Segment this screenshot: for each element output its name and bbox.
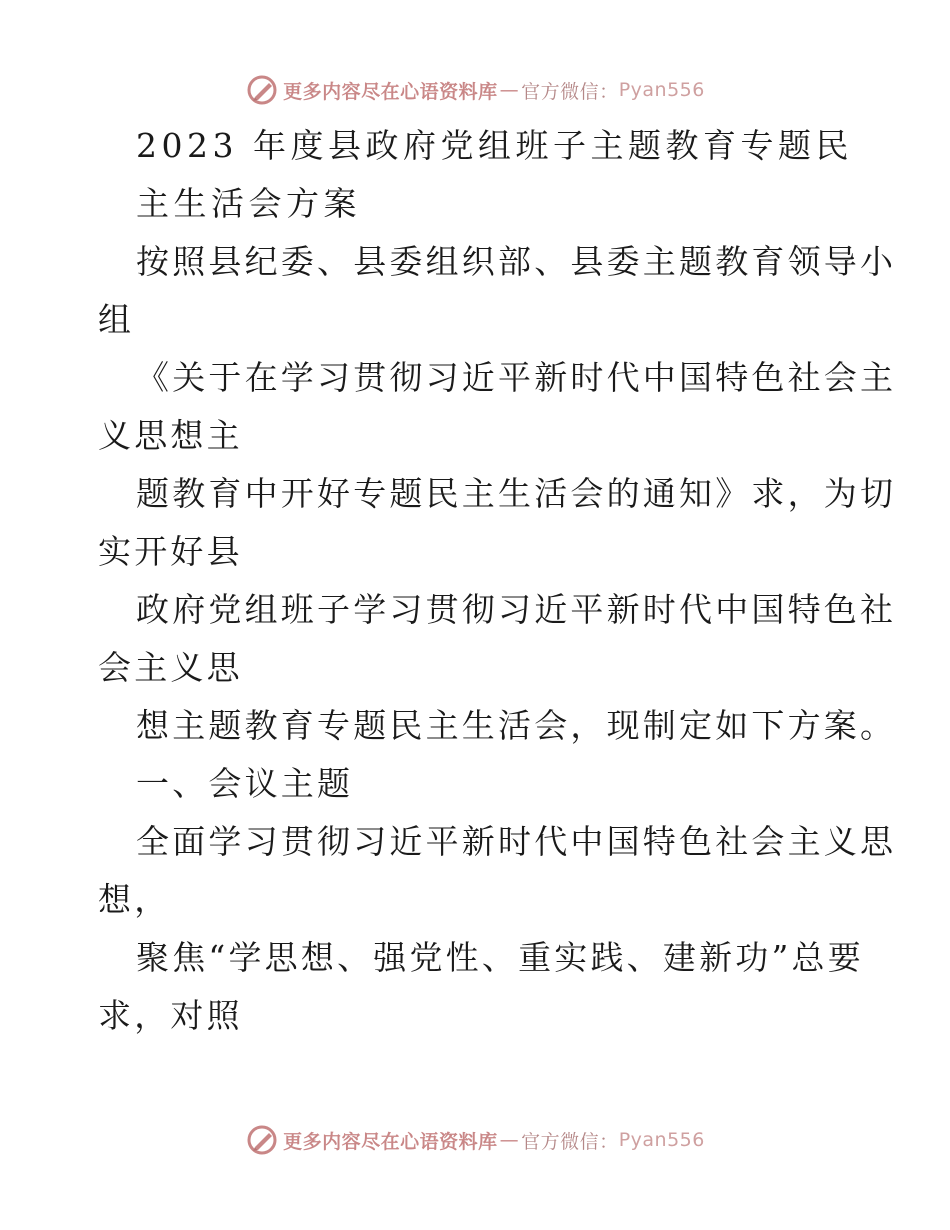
watermark-wechat-id: Pyan556 [618,79,705,101]
doc-line: 求，对照 [98,996,243,1035]
doc-line: 实开好县 [98,532,243,571]
doc-line: 组 [98,300,135,339]
doc-line: 义思想主 [98,416,243,455]
doc-line: 聚焦“学思想、强党性、重实践、建新功”总要 [136,938,864,977]
doc-line: 会主义思 [98,648,243,687]
watermark-label: 官方微信： [521,1130,619,1153]
doc-line: 想， [98,880,171,919]
watermark-wechat-id: Pyan556 [618,1129,705,1151]
watermark-footer [0,1120,950,1160]
doc-line: 政府党组班子学习贯彻习近平新时代中国特色社 [136,590,897,629]
watermark-site: 更多内容尽在心语资料库 [283,80,498,103]
watermark-site: 更多内容尽在心语资料库 [283,1130,498,1153]
pen-logo-icon [245,1123,279,1157]
section-heading: 一、会议主题 [136,764,354,803]
watermark-dash: — [499,79,520,101]
pen-logo-icon [245,73,279,107]
doc-line: 题教育中开好专题民主生活会的通知》求，为切 [136,474,897,513]
doc-title-line-2: 主生活会方案 [136,184,361,223]
document-body [98,117,897,1045]
doc-line: 《关于在学习贯彻习近平新时代中国特色社会主 [136,358,897,397]
doc-line: 想主题教育专题民主生活会，现制定如下方案。 [136,706,897,745]
watermark-dash: — [499,1129,520,1151]
doc-line: 按照县纪委、县委组织部、县委主题教育领导小 [136,242,897,281]
doc-title-line-1: 2023 年度县政府党组班子主题教育专题民 [136,126,853,165]
watermark-label: 官方微信： [521,80,619,103]
doc-line: 全面学习贯彻习近平新时代中国特色社会主义思 [136,822,897,861]
watermark-header [0,70,950,110]
